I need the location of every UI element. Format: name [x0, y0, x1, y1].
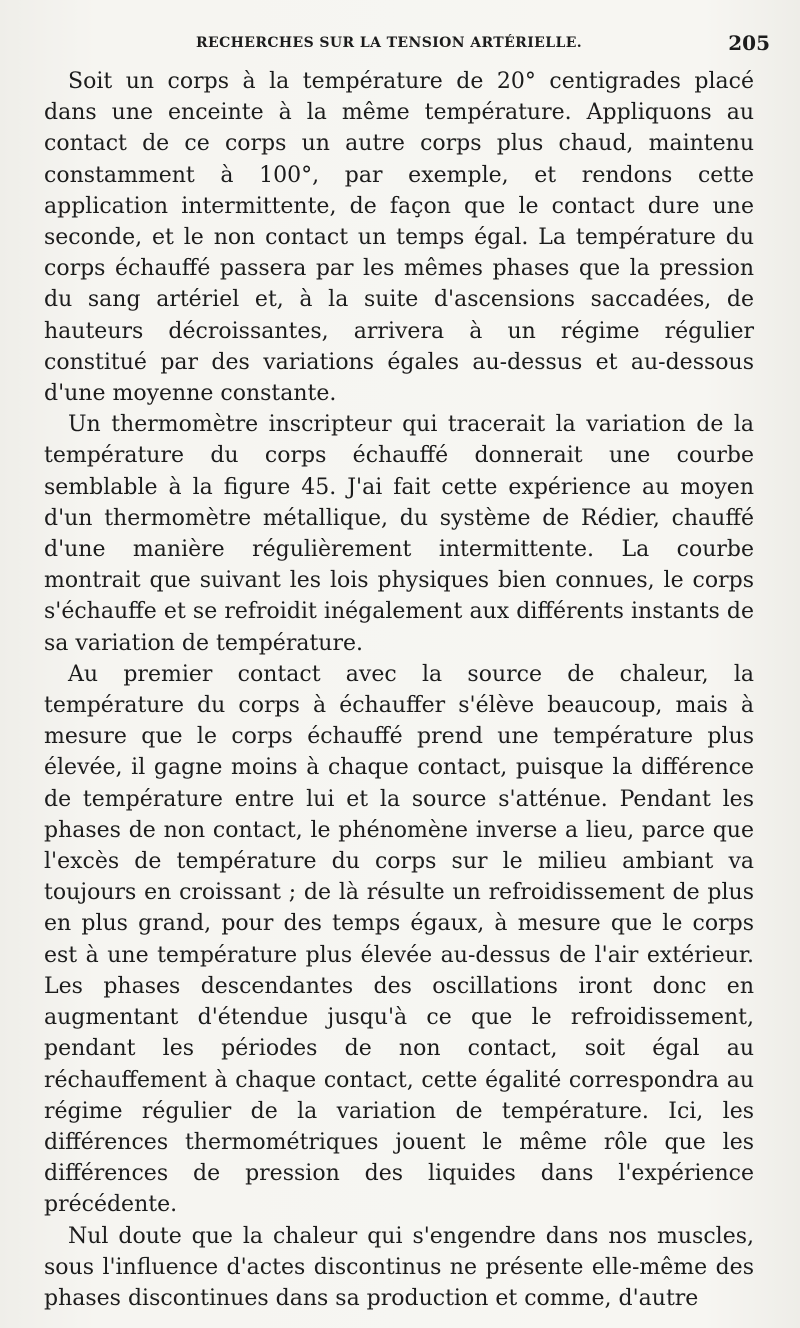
body-text	[44, 66, 754, 1314]
running-head: RECHERCHES SUR LA TENSION ARTÉRIELLE.	[196, 35, 583, 51]
paragraph-4: Nul doute que la chaleur qui s'engendre dans nos muscles, sous l'influence d'actes discontinus ne présente elle-même des phases discontinues dans sa production et comme, d'autre	[44, 1223, 754, 1311]
paragraph-2: Un thermomètre inscripteur qui tracerait la variation de la température du corps échauffé donnerait une courbe semblable à la figure 45. J'ai fait cette expérience au moyen d'un thermomètre métallique, du système de Rédier, chauffé d'une manière régulièrement intermittente. La courbe montrait que suivant les lois physiques bien connues, le corps s'échauffe et se refroidit inégalement aux différents instants de sa variation de température.	[44, 412, 754, 656]
paragraph-3: Au premier contact avec la source de chaleur, la température du corps à échauffer s'élève beaucoup, mais à mesure que le corps échauffé prend une température plus élevée, il gagne moins à chaque contact, puisque la différence de température entre lui et la source s'atténue. Pendant les phases de non contact, le phénomène inverse a lieu, parce que l'excès de température du corps sur le milieu ambiant va toujours en croissant ; de là résulte un refroidissement de plus en plus grand, pour des temps égaux, à mesure que le corps est à une température plus élevée au-dessus de l'air extérieur. Les phases descendantes des oscillations iront donc en augmentant d'étendue jusqu'à ce que le refroidissement, pendant les périodes de non contact, soit égal au réchauffement à chaque contact, cette égalité correspondra au régime régulier de la variation de température. Ici, les différences thermométriques jouent le même rôle que les différences de pression des liquides dans l'expérience précédente.	[44, 661, 754, 1218]
page-number: 205	[728, 31, 770, 55]
paragraph-1: Soit un corps à la température de 20° centigrades placé dans une enceinte à la même température. Appliquons au contact de ce corps un autre corps plus chaud, maintenu constamment à 100°, par exemple, et rendons cette application intermittente, de façon que le contact dure une seconde, et le non contact un temps égal. La température du corps échauffé passera par les mêmes phases que la pression du sang artériel et, à la suite d'ascensions saccadées, de hauteurs décroissantes, arrivera à un régime régulier constitué par des variations égales au-dessus et au-dessous d'une moyenne constante.	[44, 69, 754, 407]
page-header	[196, 30, 770, 56]
